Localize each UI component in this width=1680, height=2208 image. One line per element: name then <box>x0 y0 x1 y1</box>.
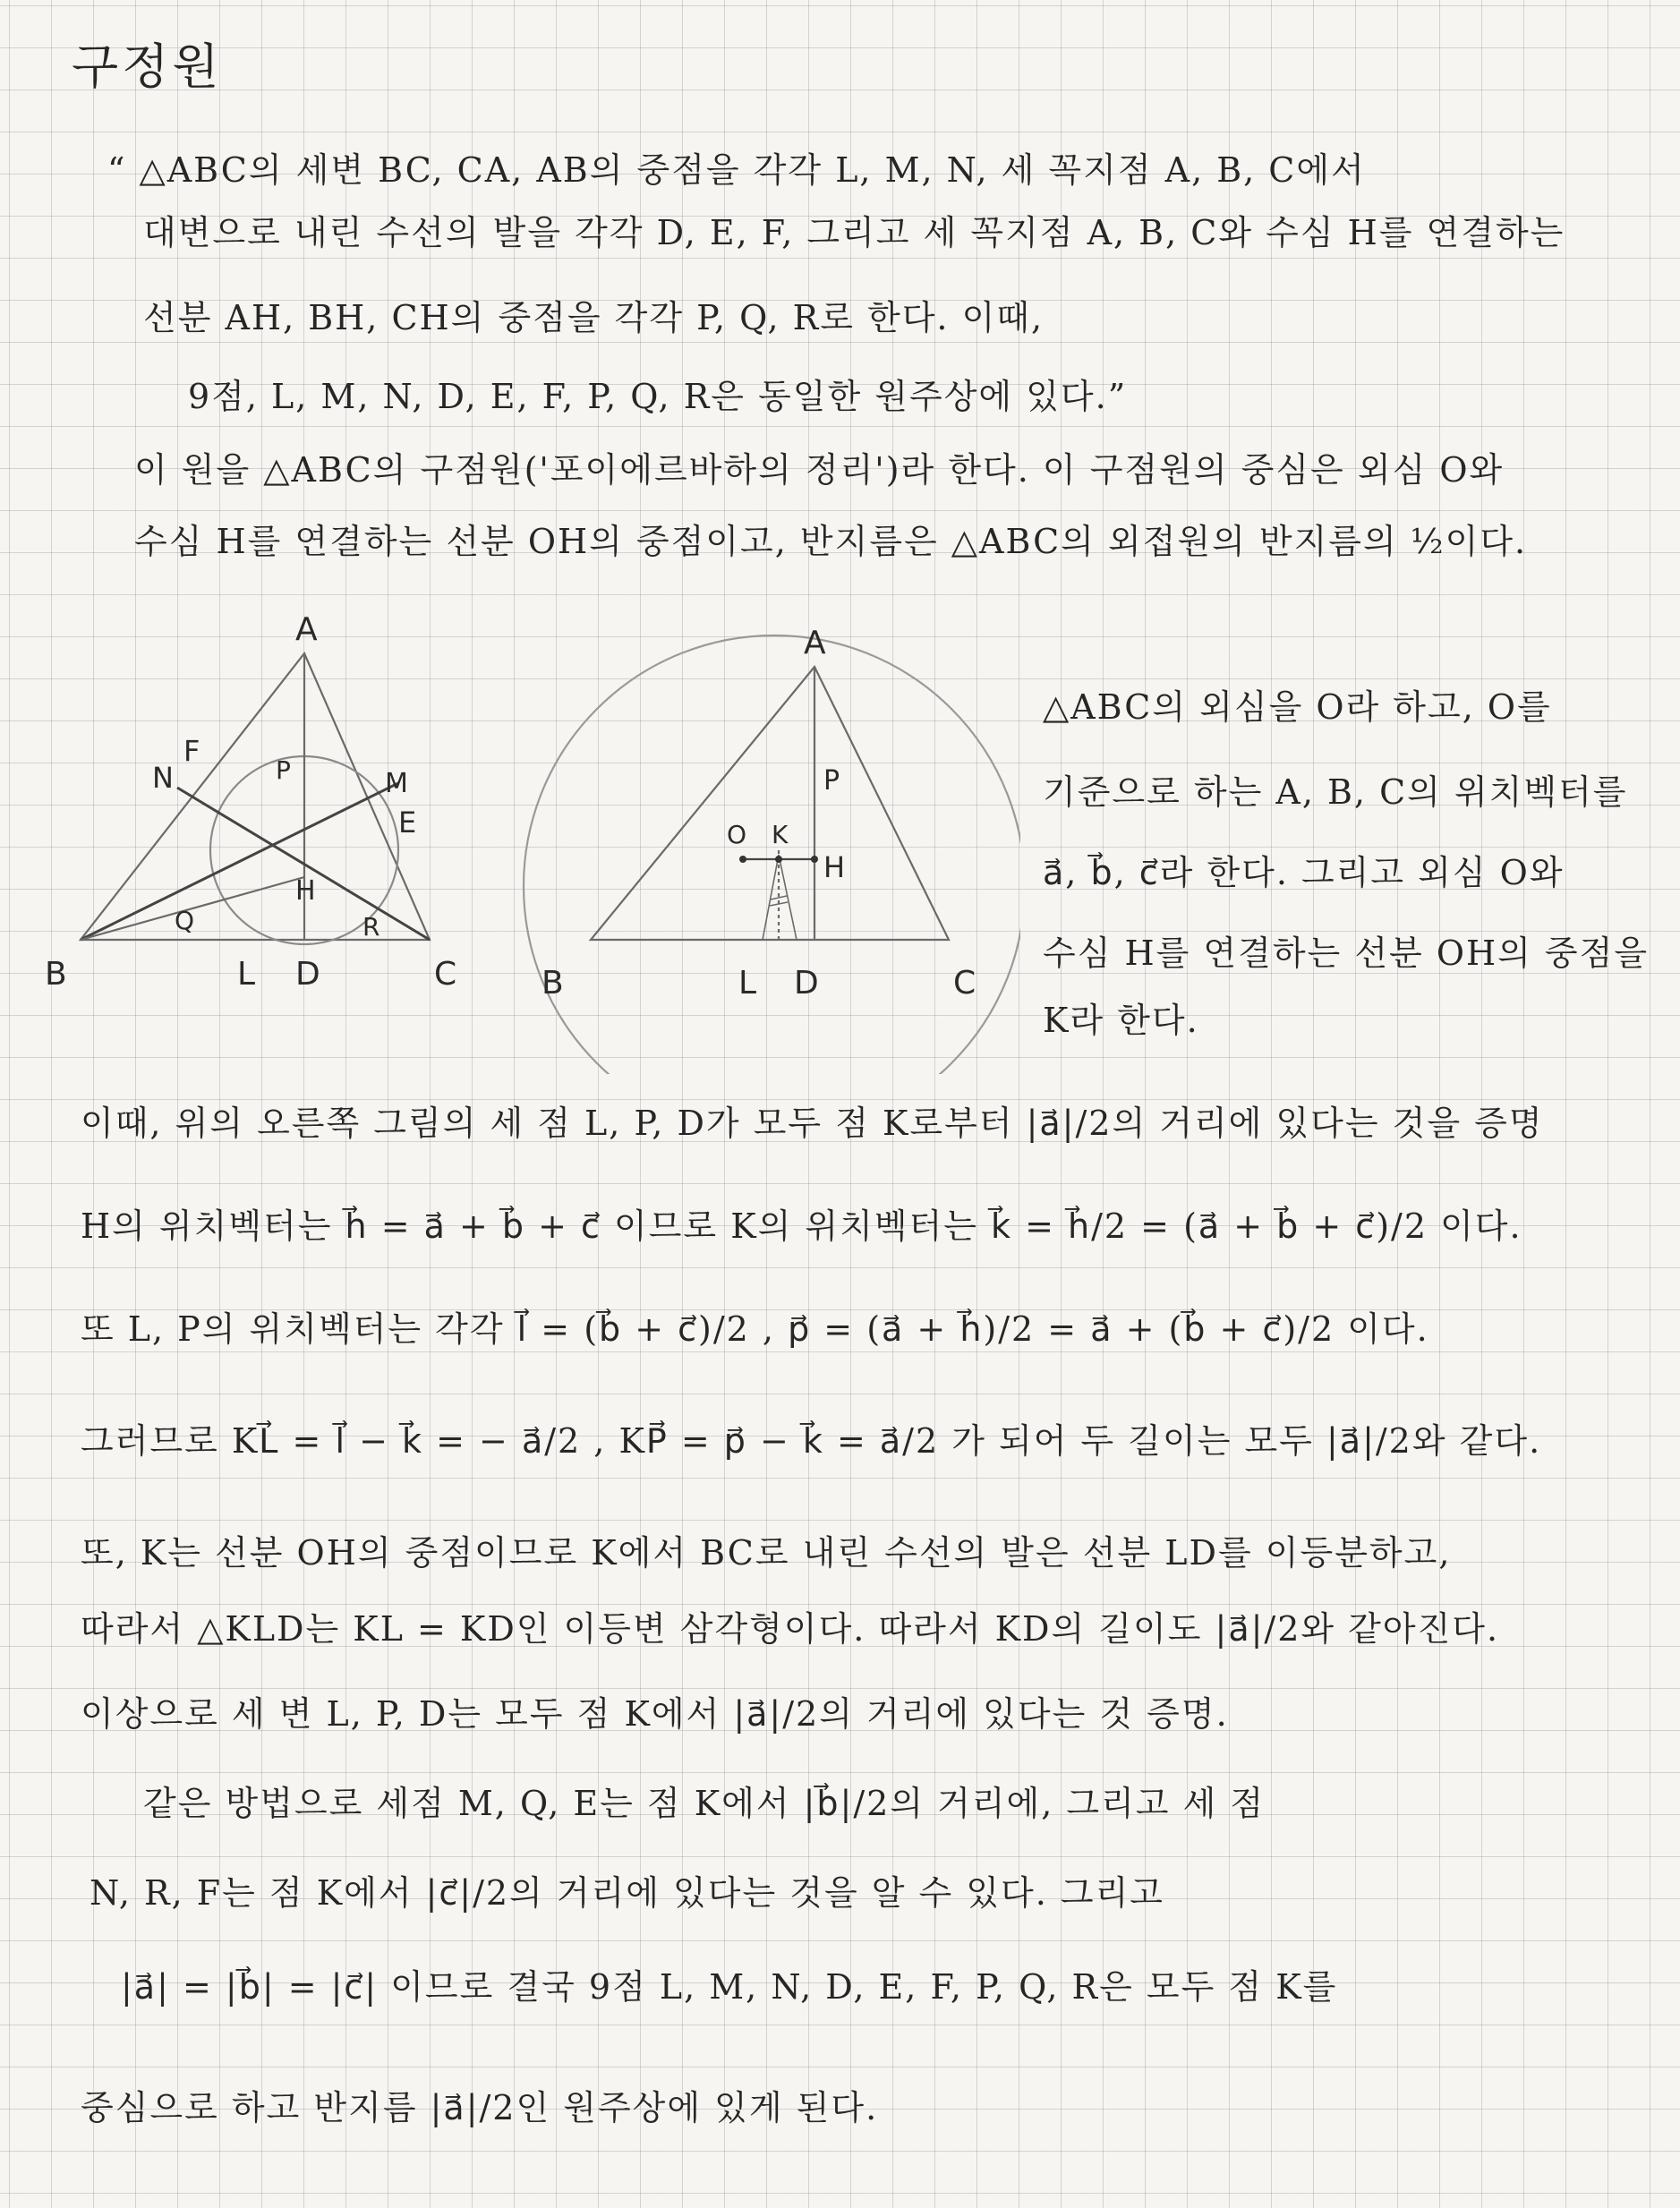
nine-point-circle-figure <box>36 600 501 1011</box>
statement-line: 대변으로 내린 수선의 발을 각각 D, E, F, 그리고 세 꼭지점 A, B, C와 수심 H를 연결하는 <box>143 213 1565 252</box>
label-p: P <box>276 755 291 785</box>
statement-line: 9점, L, M, N, D, E, F, P, Q, R은 동일한 원주상에 있다.” <box>188 377 1128 416</box>
label-m: M <box>385 768 408 799</box>
triangle-abc <box>81 653 430 940</box>
proof-line: 이때, 위의 오른쪽 그림의 세 점 L, P, D가 모두 점 K로부터 |a⃗|/2의 거리에 있다는 것을 증명 <box>81 1104 1544 1143</box>
label-k: K <box>772 820 789 849</box>
statement-line: 선분 AH, BH, CH의 중점을 각각 P, Q, R로 한다. 이때, <box>143 298 1045 337</box>
proof-line: 또 L, P의 위치벡터는 각각 l⃗ = (b⃗ + c⃗)/2 , p⃗ = (a⃗ + h⃗)/2 = a⃗ + (b⃗ + c⃗)/2 이다. <box>81 1309 1429 1349</box>
side-text-line: a⃗, b⃗, c⃗라 한다. 그리고 외심 O와 <box>1043 853 1565 892</box>
proof-line: H의 위치벡터는 h⃗ = a⃗ + b⃗ + c⃗ 이므로 K의 위치벡터는 k⃗ = h⃗/2 = (a⃗ + b⃗ + c⃗)/2 이다. <box>81 1206 1522 1246</box>
label-e: E <box>398 806 417 840</box>
label-l: L <box>738 965 757 1002</box>
label-d: D <box>295 956 320 993</box>
label-b: B <box>45 956 67 993</box>
side-text-line: 기준으로 하는 A, B, C의 위치벡터를 <box>1043 772 1628 812</box>
proof-line: 그러므로 KL⃗ = l⃗ − k⃗ = − a⃗/2 , KP⃗ = p⃗ − k⃗ = a⃗/2 가 되어 두 길이는 모두 |a⃗|/2와 같다. <box>81 1421 1542 1461</box>
point-k <box>775 856 782 863</box>
label-d: D <box>794 965 819 1002</box>
label-c: C <box>953 965 976 1002</box>
label-p: P <box>823 765 840 797</box>
statement-line: 수심 H를 연결하는 선분 OH의 중점이고, 반지름은 △ABC의 외접원의 반지름의 ½이다. <box>134 522 1528 561</box>
label-a: A <box>804 625 826 661</box>
proof-line: 같은 방법으로 세점 M, Q, E는 점 K에서 |b⃗|/2의 거리에, 그리고 세 점 <box>143 1784 1266 1823</box>
label-b: B <box>542 965 564 1002</box>
side-text-line: K라 한다. <box>1043 1001 1199 1040</box>
label-h: H <box>823 850 846 884</box>
point-o <box>739 856 746 863</box>
proof-line: 따라서 △KLD는 KL = KD인 이등변 삼각형이다. 따라서 KD의 길이도 |a⃗|/2와 같아진다. <box>81 1609 1500 1649</box>
circumcircle-figure <box>519 591 1020 1074</box>
label-q: Q <box>175 906 195 935</box>
label-n: N <box>152 761 174 795</box>
label-h: H <box>295 875 316 907</box>
statement-line: 이 원을 △ABC의 구점원('포이에르바하의 정리')라 한다. 이 구점원의 중심은 외심 O와 <box>134 450 1505 490</box>
point-h <box>811 856 818 863</box>
label-a: A <box>295 611 318 648</box>
side-text-line: 수심 H를 연결하는 선분 OH의 중점을 <box>1043 933 1650 973</box>
label-l: L <box>237 956 256 993</box>
proof-line: 이상으로 세 변 L, P, D는 모두 점 K에서 |a⃗|/2의 거리에 있다는 것 증명. <box>81 1694 1229 1734</box>
side-text-line: △ABC의 외심을 O라 하고, O를 <box>1043 687 1552 727</box>
statement-line: “ △ABC의 세변 BC, CA, AB의 중점을 각각 L, M, N, 세 꼭지점 A, B, C에서 <box>107 150 1366 190</box>
label-o: O <box>727 820 747 849</box>
proof-line: 중심으로 하고 반지름 |a⃗|/2인 원주상에 있게 된다. <box>81 2088 879 2127</box>
proof-line: 또, K는 선분 OH의 중점이므로 K에서 BC로 내린 수선의 발은 선분 LD를 이등분하고, <box>81 1533 1452 1573</box>
circumcircle <box>524 635 1020 1074</box>
label-f: F <box>183 734 200 768</box>
proof-line: |a⃗| = |b⃗| = |c⃗| 이므로 결국 9점 L, M, N, D, E, F, P, Q, R은 모두 점 K를 <box>121 1967 1338 2007</box>
label-c: C <box>434 956 457 993</box>
label-r: R <box>362 912 380 942</box>
proof-line: N, R, F는 점 K에서 |c⃗|/2의 거리에 있다는 것을 알 수 있다. 그리고 <box>90 1873 1165 1913</box>
page-title: 구정원 <box>72 38 223 95</box>
